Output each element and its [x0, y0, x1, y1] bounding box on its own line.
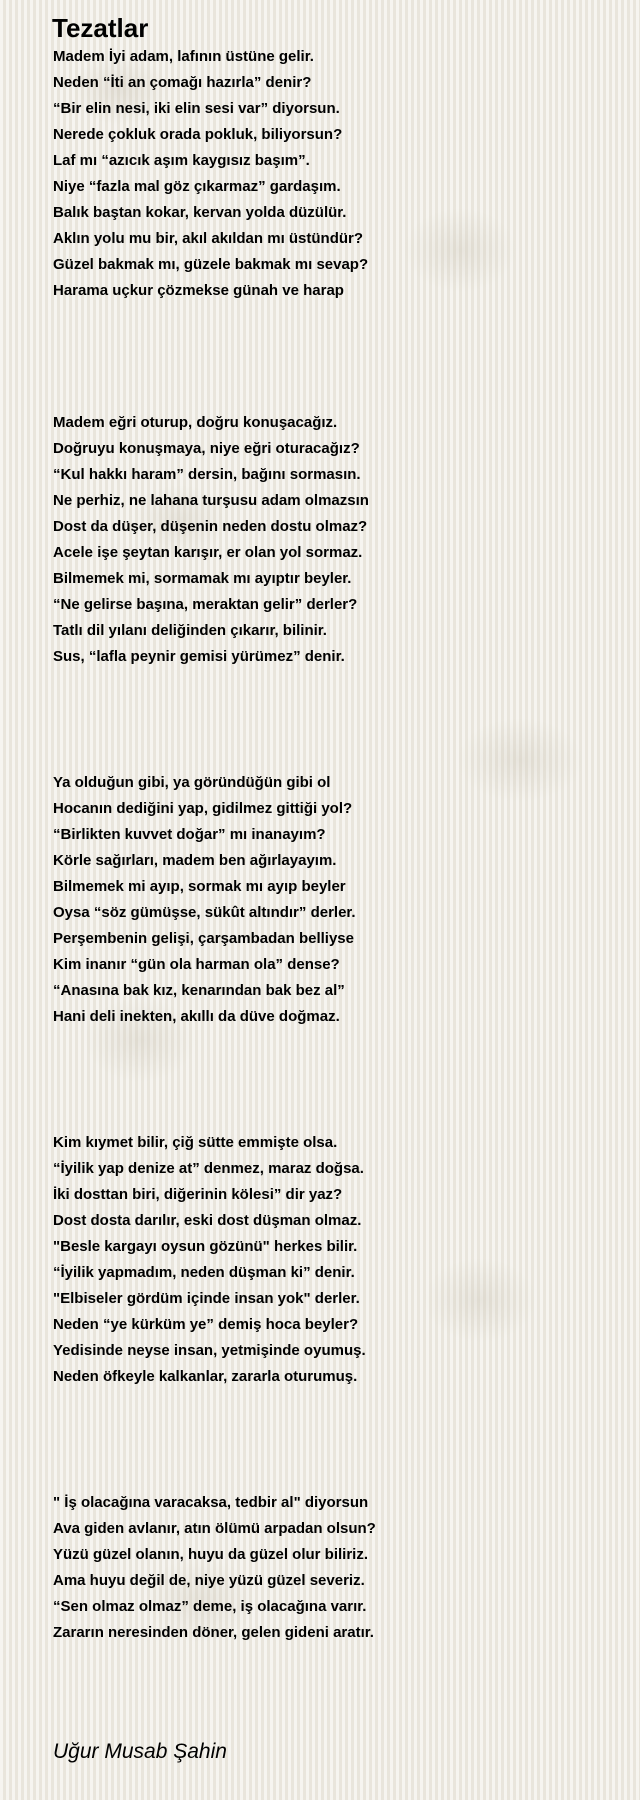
poem-line: “Kul hakkı haram” dersin, bağını sormasın.	[53, 466, 361, 483]
poem-line: Bilmemek mi ayıp, sormak mı ayıp beyler	[53, 878, 346, 895]
poem-line: Acele işe şeytan karışır, er olan yol sormaz.	[53, 544, 363, 561]
poem-line: Neden “İti an çomağı hazırla” denir?	[53, 74, 312, 91]
stanza-4	[53, 1130, 613, 1390]
poem-line: “İyilik yap denize at” denmez, maraz doğsa.	[53, 1160, 364, 1177]
poem-line: Balık baştan kokar, kervan yolda düzülür.	[53, 204, 347, 221]
poem-line: Dost dosta darılır, eski dost düşman olmaz.	[53, 1212, 362, 1229]
poem-line: Sus, “lafla peynir gemisi yürümez” denir.	[53, 648, 345, 665]
poem-line: " İş olacağına varacaksa, tedbir al" diyorsun	[53, 1494, 369, 1511]
poem-line: Neden öfkeyle kalkanlar, zararla oturumuş.	[53, 1368, 358, 1385]
poem-line: Güzel bakmak mı, güzele bakmak mı sevap?	[53, 256, 369, 273]
stanza-5	[53, 1490, 613, 1646]
poem-line: İki dosttan biri, diğerinin kölesi” dir yaz?	[53, 1186, 343, 1203]
poem-line: Zararın neresinden döner, gelen gideni aratır.	[53, 1624, 374, 1641]
poem-title: Tezatlar	[52, 13, 149, 43]
poem-line: Madem eğri oturup, doğru konuşacağız.	[53, 414, 338, 431]
poem-line: Dost da düşer, düşenin neden dostu olmaz?	[53, 518, 368, 535]
poem-line: “Sen olmaz olmaz” deme, iş olacağına varır.	[53, 1598, 367, 1615]
poem-line: Tatlı dil yılanı deliğinden çıkarır, bilinir.	[53, 622, 327, 639]
poem-line: “İyilik yapmadım, neden düşman ki” denir.	[53, 1264, 355, 1281]
poem-line: Aklın yolu mu bir, akıl akıldan mı üstündür?	[53, 230, 364, 247]
poem-line: Hocanın dediğini yap, gidilmez gittiği yol?	[53, 800, 353, 817]
poem-line: Hani deli inekten, akıllı da düve doğmaz.	[53, 1008, 340, 1025]
poem-line: "Elbiseler gördüm içinde insan yok" derler.	[53, 1290, 360, 1307]
poem-line: Ava giden avlanır, atın ölümü arpadan olsun?	[53, 1520, 376, 1537]
poem-line: Laf mı “azıcık aşım kaygısız başım”.	[53, 152, 310, 169]
poem-line: Doğruyu konuşmaya, niye eğri oturacağız?	[53, 440, 360, 457]
poem-line: Niye “fazla mal göz çıkarmaz” gardaşım.	[53, 178, 341, 195]
poem-line: “Ne gelirse başına, meraktan gelir” derler?	[53, 596, 358, 613]
poem-line: Neden “ye kürküm ye” demiş hoca beyler?	[53, 1316, 359, 1333]
stanza-1	[53, 44, 613, 304]
poem-line: Körle sağırları, madem ben ağırlayayım.	[53, 852, 337, 869]
poem-line: "Besle kargayı oysun gözünü" herkes bilir.	[53, 1238, 358, 1255]
poem-line: Yedisinde neyse insan, yetmişinde oyumuş.	[53, 1342, 366, 1359]
poem-line: Madem İyi adam, lafının üstüne gelir.	[53, 48, 314, 65]
poem-line: “Anasına bak kız, kenarından bak bez al”	[53, 982, 345, 999]
poem-line: Ne perhiz, ne lahana turşusu adam olmazsın	[53, 492, 369, 509]
poem-line: Ama huyu değil de, niye yüzü güzel severiz.	[53, 1572, 365, 1589]
stanza-3	[53, 770, 613, 1030]
poem-line: Yüzü güzel olanın, huyu da güzel olur biliriz.	[53, 1546, 369, 1563]
poem-line: “Birlikten kuvvet doğar” mı inanayım?	[53, 826, 326, 843]
poem-line: Kim kıymet bilir, çiğ sütte emmişte olsa.	[53, 1134, 338, 1151]
poem-line: Nerede çokluk orada pokluk, biliyorsun?	[53, 126, 343, 143]
poem-author: Uğur Musab Şahin	[53, 1740, 227, 1763]
poem-line: Ya olduğun gibi, ya göründüğün gibi ol	[53, 774, 331, 791]
poem-line: Oysa “söz gümüşse, sükût altındır” derler.	[53, 904, 356, 921]
stanza-2	[53, 410, 613, 670]
poem-line: Harama uçkur çözmekse günah ve harap	[53, 282, 344, 299]
poem-line: Perşembenin gelişi, çarşambadan belliyse	[53, 930, 354, 947]
poem-line: “Bir elin nesi, iki elin sesi var” diyorsun.	[53, 100, 340, 117]
poem-line: Bilmemek mi, sormamak mı ayıptır beyler.	[53, 570, 352, 587]
poem-line: Kim inanır “gün ola harman ola” dense?	[53, 956, 340, 973]
